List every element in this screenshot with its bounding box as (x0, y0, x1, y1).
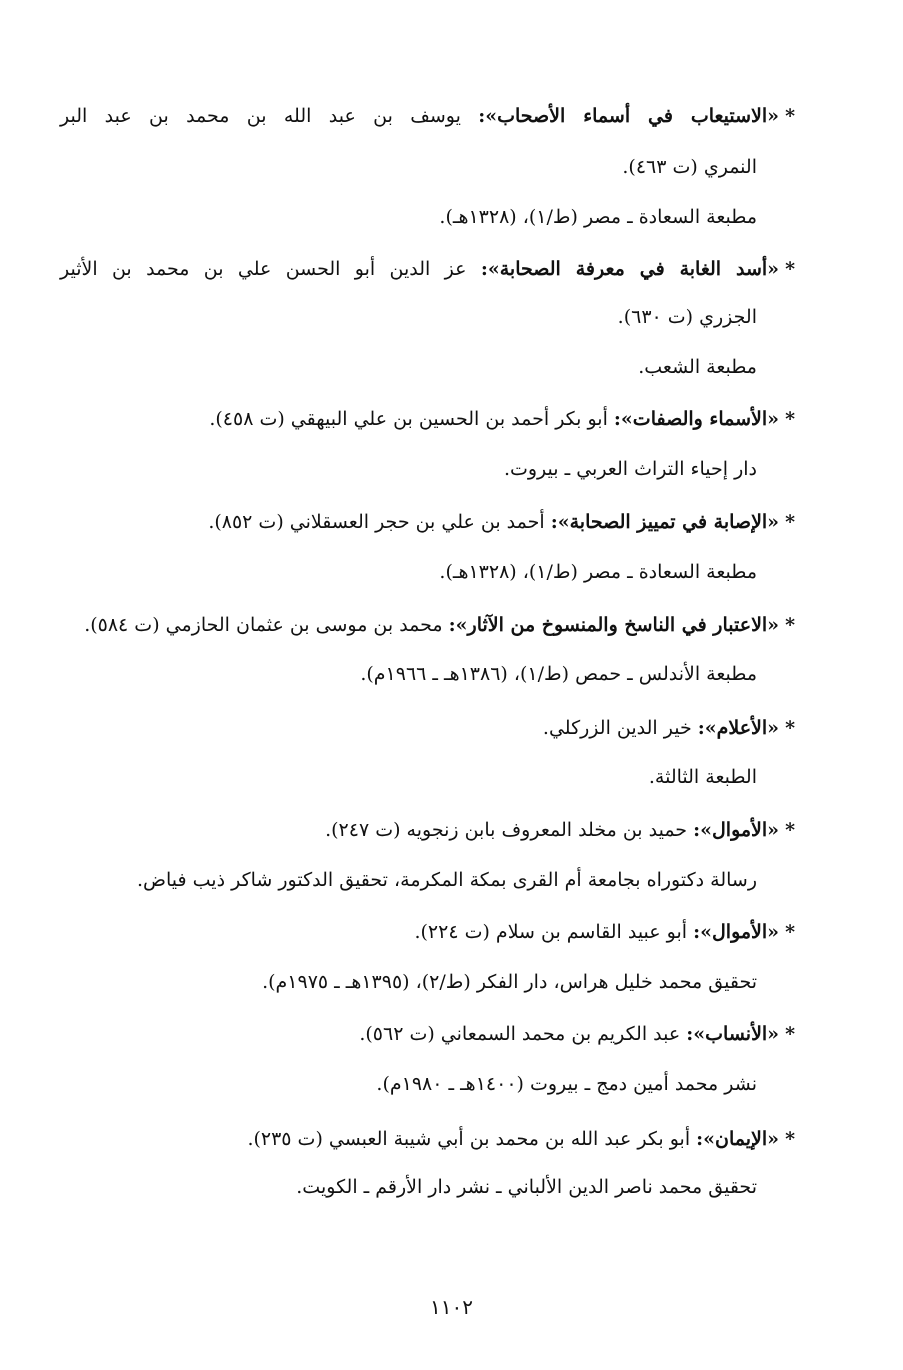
entry-5-author: خير الدين الزركلي. (542, 717, 698, 739)
entry-8-heading (359, 1019, 795, 1049)
entry-2-heading (209, 404, 795, 434)
entry-6-author: حميد بن مخلد المعروف بابن زنجويه (ت ٢٤٧). (325, 819, 694, 841)
entry-0-title: «الاستيعاب في أسماء الأصحاب»: (478, 105, 780, 127)
entry-5-publication: الطبعة الثالثة. (648, 766, 757, 788)
entry-4-title: «الاعتبار في الناسخ والمنسوخ من الآثار»: (448, 614, 780, 636)
entry-4-bullet: * (785, 614, 795, 636)
entry-4-author: محمد بن موسى بن عثمان الحازمي (ت ٥٨٤). (84, 614, 449, 636)
entry-0-heading (60, 101, 795, 131)
entry-2-bullet: * (785, 408, 795, 430)
entry-1-publication: مطبعة الشعب. (638, 356, 757, 378)
entry-5-title: «الأعلام»: (697, 717, 780, 739)
entry-6-bullet: * (785, 819, 795, 841)
entry-3-heading (208, 507, 795, 537)
entry-1-heading (60, 254, 795, 284)
entry-7-bullet: * (785, 921, 795, 943)
entry-2-title: «الأسماء والصفات»: (613, 408, 780, 430)
entry-4-publication: مطبعة الأندلس ـ حمص (ط/١)، (١٣٨٦هـ ـ ١٩٦٦م). (360, 663, 757, 685)
entry-8-publication: نشر محمد أمين دمج ـ بيروت (١٤٠٠هـ ـ ١٩٨٠م). (376, 1073, 757, 1095)
entry-9-heading (247, 1124, 795, 1154)
entry-1-author-cont: الجزري (ت ٦٣٠). (617, 306, 757, 328)
entry-9-publication: تحقيق محمد ناصر الدين الألباني ـ نشر دار الأرقم ـ الكويت. (296, 1176, 757, 1198)
entry-0-author-cont: النمري (ت ٤٦٣). (622, 156, 757, 178)
entry-8-author: عبد الكريم بن محمد السمعاني (ت ٥٦٢). (359, 1023, 687, 1045)
entry-0-bullet: * (785, 105, 795, 127)
entry-8-bullet: * (785, 1023, 795, 1045)
entry-7-heading (414, 917, 795, 947)
entry-2-author: أبو بكر أحمد بن الحسين بن علي البيهقي (ت ٤٥٨). (209, 408, 614, 430)
entry-1-author: عز الدين أبو الحسن علي بن محمد بن الأثير (60, 258, 481, 280)
entry-0-publication: مطبعة السعادة ـ مصر (ط/١)، (١٣٢٨هـ). (439, 206, 757, 228)
entry-9-bullet: * (785, 1128, 795, 1150)
entry-7-publication: تحقيق محمد خليل هراس، دار الفكر (ط/٢)، (١٣٩٥هـ ـ ١٩٧٥م). (262, 971, 757, 993)
entry-9-title: «الإيمان»: (696, 1128, 780, 1150)
entry-2-publication: دار إحياء التراث العربي ـ بيروت. (503, 458, 757, 480)
entry-6-title: «الأموال»: (693, 819, 780, 841)
entry-1-bullet: * (785, 258, 795, 280)
entry-3-author: أحمد بن علي بن حجر العسقلاني (ت ٨٥٢). (208, 511, 551, 533)
entry-3-bullet: * (785, 511, 795, 533)
entry-3-publication: مطبعة السعادة ـ مصر (ط/١)، (١٣٢٨هـ). (439, 561, 757, 583)
entry-8-title: «الأنساب»: (686, 1023, 780, 1045)
entry-4-heading (84, 610, 795, 640)
entry-9-author: أبو بكر عبد الله بن محمد بن أبي شيبة العبسي (ت ٢٣٥). (247, 1128, 697, 1150)
entry-1-title: «أسد الغابة في معرفة الصحابة»: (480, 258, 780, 280)
entry-5-heading (543, 713, 795, 743)
entry-6-publication: رسالة دكتوراه بجامعة أم القرى بمكة المكرمة، تحقيق الدكتور شاكر ذيب فياض. (137, 869, 757, 891)
entry-3-title: «الإصابة في تمييز الصحابة»: (550, 511, 780, 533)
entry-0-author: يوسف بن عبد الله بن محمد بن عبد البر (60, 105, 479, 127)
entry-7-author: أبو عبيد القاسم بن سلام (ت ٢٢٤). (414, 921, 694, 943)
entry-5-bullet: * (785, 717, 795, 739)
entry-7-title: «الأموال»: (693, 921, 780, 943)
entry-6-heading (325, 815, 795, 845)
page-number: ١١٠٢ (430, 1295, 473, 1319)
